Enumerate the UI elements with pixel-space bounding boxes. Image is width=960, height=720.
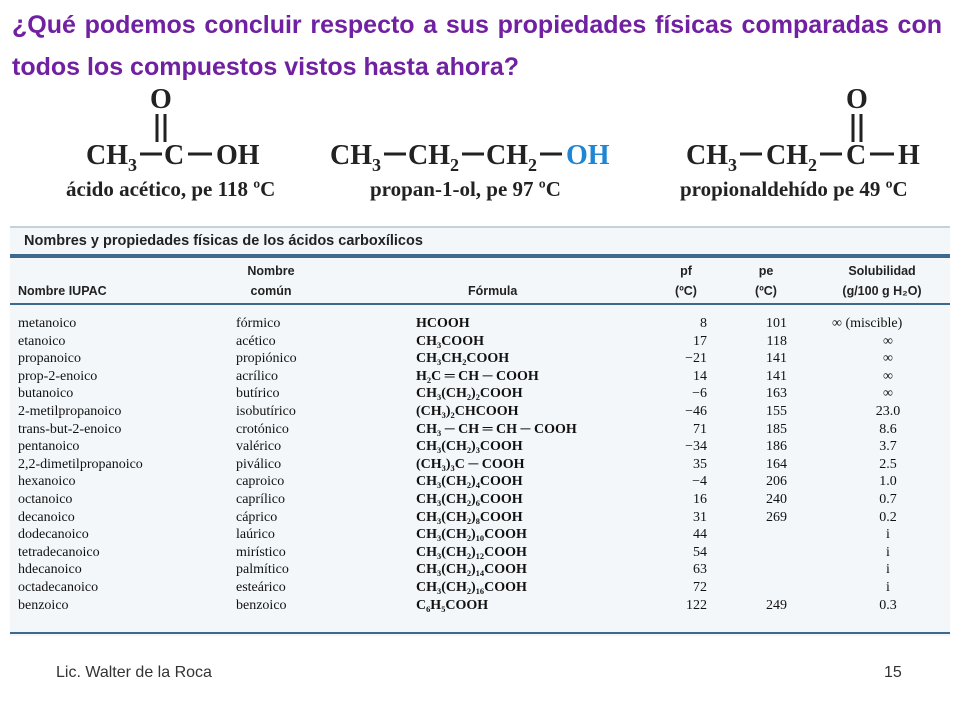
cell-solubility: i: [886, 579, 890, 595]
table-row: [10, 368, 950, 386]
cell-pf: 8: [700, 316, 707, 331]
cell-iupac: pentanoico: [18, 439, 80, 455]
cell-formula: (CH₃)₃C ─ COOH: [416, 456, 525, 472]
cell-pf: 35: [693, 456, 707, 472]
cell-iupac: trans-but-2-enoico: [18, 421, 122, 437]
cell-pe: 118: [766, 333, 787, 349]
header-pe-line2: (ºC): [755, 284, 777, 298]
cell-comun: crotónico: [236, 421, 289, 437]
cell-formula: CH₃(CH₂)₁₄COOH: [416, 562, 527, 578]
cell-pf: −46: [685, 403, 707, 419]
cell-solubility: 2.5: [879, 456, 897, 472]
cell-solubility: i: [886, 544, 890, 560]
carbonyl-oxygen: O: [150, 84, 172, 115]
cell-iupac: octanoico: [18, 491, 73, 507]
cell-formula: (CH₃)₂CHCOOH: [416, 403, 519, 419]
molecule-propionaldehyde: [680, 86, 940, 206]
table-row: [10, 385, 950, 403]
cell-formula: CH₃ ─ CH ═ CH ─ COOH: [416, 421, 577, 437]
cell-iupac: 2-metilpropanoico: [18, 403, 122, 419]
cell-comun: acrílico: [236, 368, 278, 384]
table-row: [10, 438, 950, 456]
cell-pe: 186: [766, 439, 787, 455]
cell-pf: 44: [693, 527, 707, 543]
cell-pe: 240: [766, 491, 787, 507]
cell-formula: CH₃(CH₂)₁₂COOH: [416, 544, 527, 560]
cell-solubility: 1.0: [879, 474, 897, 490]
cell-pf: 122: [686, 597, 707, 613]
caption-propionaldehyde: propionaldehído pe 49 ºC: [680, 177, 908, 201]
cell-pe: 101: [766, 316, 787, 331]
cell-pf: 17: [693, 333, 707, 349]
cell-solubility: i: [886, 527, 890, 543]
cell-solubility: 3.7: [879, 439, 897, 455]
header-formula: Fórmula: [468, 284, 518, 298]
structure-propionaldehyde: [680, 86, 940, 206]
table-row: [10, 473, 950, 491]
table-row: [10, 526, 950, 544]
header-comun-line1: Nombre: [247, 264, 295, 278]
cell-formula: C₆H₅COOH: [416, 597, 489, 613]
cell-iupac: prop-2-enoico: [18, 368, 98, 384]
cell-formula: CH₃COOH: [416, 333, 484, 349]
cell-solubility: ∞: [883, 333, 893, 349]
table-row: [10, 421, 950, 439]
cell-comun: butírico: [236, 386, 280, 402]
cell-iupac: tetradecanoico: [18, 544, 100, 560]
table-row: [10, 456, 950, 474]
cell-solubility: i: [886, 562, 890, 578]
table-row: [10, 333, 950, 351]
cell-comun: laúrico: [236, 527, 275, 543]
cell-formula: CH₃CH₂COOH: [416, 351, 510, 367]
cell-pf: 31: [693, 509, 707, 525]
cell-iupac: hexanoico: [18, 474, 76, 490]
cell-pf: 72: [693, 579, 707, 595]
cell-formula: CH₃(CH₂)₁₆COOH: [416, 579, 527, 595]
table-header-bottom-rule: [10, 303, 950, 305]
cell-comun: esteárico: [236, 579, 286, 595]
table-row: [10, 544, 950, 562]
cell-solubility: ∞: [883, 368, 893, 384]
caption-acetic-acid: ácido acético, pe 118 ºC: [66, 177, 276, 201]
header-pf-line1: pf: [680, 264, 692, 278]
cell-pf: −34: [685, 439, 707, 455]
methyl-group: $CH_3$: [686, 140, 737, 175]
cell-solubility: 23.0: [875, 403, 901, 419]
cell-comun: fórmico: [236, 316, 281, 331]
cell-solubility: 0.3: [879, 597, 897, 613]
header-solubility-line2: (g/100 g H₂O): [842, 284, 922, 298]
cell-comun: isobutírico: [236, 403, 296, 419]
table-body: [10, 315, 950, 614]
cell-pe: 164: [766, 456, 787, 472]
caption-propanol: propan-1-ol, pe 97 ºC: [370, 177, 561, 201]
cell-iupac: decanoico: [18, 509, 75, 525]
cell-iupac: etanoico: [18, 333, 66, 349]
cell-formula: CH₃(CH₂)₈COOH: [416, 509, 523, 525]
cell-formula: CH₃(CH₂)₃COOH: [416, 439, 523, 455]
cell-pe: 206: [766, 474, 787, 490]
cell-comun: propiónico: [236, 351, 297, 367]
cell-formula: CH₃(CH₂)₆COOH: [416, 491, 523, 507]
cell-comun: caprílico: [236, 491, 285, 507]
cell-comun: mirístico: [236, 544, 286, 560]
cell-solubility: ∞: [883, 386, 893, 402]
cell-pf: −6: [692, 386, 707, 402]
cell-formula: H₂C ═ CH ─ COOH: [416, 368, 539, 384]
hydroxyl-group: OH: [566, 140, 610, 171]
molecule-acetic-acid: [60, 86, 300, 206]
cell-pf: −21: [685, 351, 707, 367]
cell-formula: HCOOH: [416, 316, 470, 331]
cell-solubility: ∞: [883, 351, 893, 367]
carbonyl-carbon: C: [164, 140, 185, 171]
cell-iupac: octadecanoico: [18, 579, 99, 595]
cell-comun: acético: [236, 333, 276, 349]
molecule-propanol: [330, 86, 630, 206]
cell-pf: 71: [693, 421, 707, 437]
aldehyde-hydrogen: H: [898, 140, 920, 171]
cell-pe: 269: [766, 509, 787, 525]
table-title: Nombres y propiedades físicas de los ácidos carboxílicos: [24, 233, 423, 249]
table-row: [10, 403, 950, 421]
cell-iupac: 2,2-dimetilpropanoico: [18, 456, 143, 472]
methyl-group: $CH_3$: [330, 140, 381, 175]
cell-iupac: dodecanoico: [18, 527, 89, 543]
cell-comun: piválico: [236, 456, 282, 472]
cell-formula: CH₃(CH₂)₂COOH: [416, 386, 523, 402]
footer-author: Lic. Walter de la Roca: [56, 664, 212, 681]
cell-pe: 141: [766, 368, 787, 384]
cell-comun: palmítico: [236, 562, 289, 578]
table-row: [10, 579, 950, 597]
cell-comun: valérico: [236, 439, 282, 455]
cell-iupac: propanoico: [18, 351, 81, 367]
table-bottom-rule: [10, 632, 950, 634]
structure-acetic-acid: [60, 86, 300, 206]
cell-pf: 16: [693, 491, 707, 507]
cell-formula: CH₃(CH₂)₁₀COOH: [416, 527, 527, 543]
cell-comun: caproico: [236, 474, 285, 490]
cell-iupac: butanoico: [18, 386, 74, 402]
methyl-group: $CH_3$: [86, 140, 137, 175]
cell-pe: 155: [766, 403, 787, 419]
table-row: [10, 491, 950, 509]
table-row: [10, 315, 950, 333]
cell-solubility: 8.6: [879, 421, 897, 437]
question-text: ¿Qué podemos concluir respecto a sus propiedades físicas comparadas con todos los compuestos vistos hasta ahora?: [12, 11, 942, 81]
cell-comun: benzoico: [236, 597, 287, 613]
cell-pf: 54: [693, 544, 707, 560]
header-pf-line2: (ºC): [675, 284, 697, 298]
cell-solubility: ∞ (miscible): [832, 316, 903, 331]
table-header-rule: [10, 254, 950, 258]
cell-solubility: 0.7: [879, 491, 897, 507]
cell-pf: −4: [692, 474, 707, 490]
page-number: 15: [884, 664, 902, 681]
header-solubility-line1: Solubilidad: [848, 264, 916, 278]
cell-pe: 185: [766, 421, 787, 437]
carboxylic-acids-table: [10, 226, 950, 636]
hydroxyl-group: OH: [216, 140, 260, 171]
cell-formula: CH₃(CH₂)₄COOH: [416, 474, 523, 490]
cell-pf: 14: [693, 368, 707, 384]
cell-comun: cáprico: [236, 509, 278, 525]
methylene-group: $CH_2$: [766, 140, 817, 175]
cell-pe: 249: [766, 597, 787, 613]
methylene-group-1: $CH_2$: [408, 140, 459, 175]
header-pe-line1: pe: [758, 264, 774, 278]
carbonyl-carbon: C: [846, 140, 867, 171]
cell-iupac: benzoico: [18, 597, 69, 613]
cell-iupac: hdecanoico: [18, 562, 82, 578]
table-row: [10, 350, 950, 368]
header-iupac: Nombre IUPAC: [18, 284, 107, 298]
table-row: [10, 561, 950, 579]
cell-pe: 163: [766, 386, 787, 402]
cell-solubility: 0.2: [879, 509, 897, 525]
table-row: [10, 509, 950, 527]
cell-iupac: metanoico: [18, 316, 77, 331]
header-comun-line2: común: [250, 284, 292, 298]
structure-propanol: [330, 86, 630, 206]
carbonyl-oxygen: O: [846, 84, 868, 115]
methylene-group-2: $CH_2$: [486, 140, 537, 175]
cell-pf: 63: [693, 562, 707, 578]
cell-pe: 141: [766, 351, 787, 367]
table-row: [10, 597, 950, 615]
